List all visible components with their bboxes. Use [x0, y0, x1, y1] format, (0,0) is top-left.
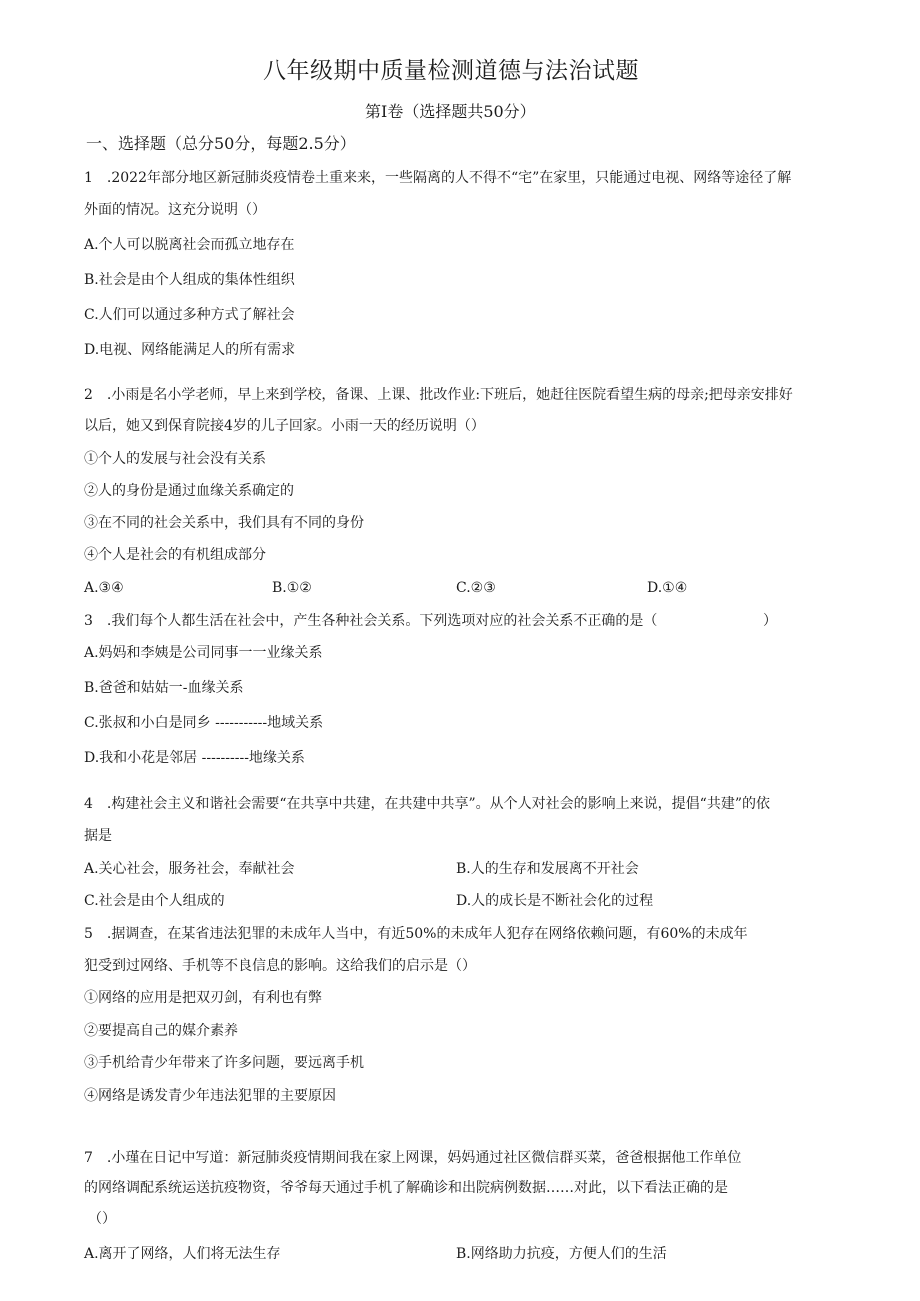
question-7-option-a: A.离开了网络，人们将无法生存 [84, 1246, 281, 1262]
question-2-statement-4: ④个人是社会的有机组成部分 [84, 547, 266, 563]
question-5-statement-4: ④网络是诱发青少年违法犯罪的主要原因 [84, 1088, 336, 1104]
question-3-option-b: B.爸爸和姑姑一-血缘关系 [84, 680, 244, 696]
section-heading: 一、选择题（总分50分，每题2.5分） [86, 134, 356, 153]
question-2-statement-1: ①个人的发展与社会没有关系 [84, 451, 266, 467]
question-1-option-c: C.人们可以通过多种方式了解社会 [84, 307, 295, 323]
question-2-option-a: A.③④ [84, 580, 124, 596]
question-5-stem-line-2: 犯受到过网络、手机等不良信息的影响。这给我们的启示是（） [84, 958, 476, 974]
question-7-stem-line-1: 7 .小瑾在日记中写道：新冠肺炎疫情期间我在家上网课，妈妈通过社区微信群买菜，爸爸根据他工作单位 [84, 1150, 742, 1166]
question-4-option-a: A.关心社会，服务社会，奉献社会 [84, 861, 295, 877]
question-4-stem-line-2: 据是 [84, 828, 112, 844]
question-7-stem-line-2: 的网络调配系统运送抗疫物资，爷爷每天通过手机了解确诊和出院病例数据……对此，以下看法正确的是 [84, 1180, 728, 1196]
question-2-statement-2: ②人的身份是通过血缘关系确定的 [84, 483, 294, 499]
question-7-option-b: B.网络助力抗疫，方便人们的生活 [456, 1246, 667, 1262]
question-7-stem-line-3: （） [88, 1211, 116, 1227]
question-3-option-d: D.我和小花是邻居 ----------地缘关系 [84, 750, 305, 766]
question-2-option-d: D.①④ [647, 580, 688, 596]
question-3-stem-line-1: 3 .我们每个人都生活在社会中，产生各种社会关系。下列选项对应的社会关系不正确的是（ [84, 613, 658, 629]
question-5-stem-line-1: 5 .据调查，在某省违法犯罪的未成年人当中，有近50%的未成年人犯存在网络依赖问题，有60%的未成年 [84, 926, 748, 942]
question-5-statement-2: ②要提高自己的媒介素养 [84, 1023, 238, 1039]
question-4-option-d: D.人的成长是不断社会化的过程 [456, 893, 654, 909]
page-subtitle: 第Ⅰ卷（选择题共50分） [365, 102, 536, 121]
question-4-option-c: C.社会是由个人组成的 [84, 893, 225, 909]
question-4-option-b: B.人的生存和发展离不开社会 [456, 861, 639, 877]
question-2-option-b: B.①② [272, 580, 312, 596]
question-2-stem-line-1: 2 .小雨是名小学老师，早上来到学校，备课、上课、批改作业:下班后，她赶往医院看望生病的母亲;把母亲安排好 [84, 387, 793, 403]
question-1-stem-line-2: 外面的情况。这充分说明（） [84, 202, 266, 218]
question-1-option-a: A.个人可以脱离社会而孤立地存在 [84, 237, 295, 253]
question-4-stem-line-1: 4 .构建社会主义和谐社会需要“在共享中共建，在共建中共享”。从个人对社会的影响上来说，提倡“共建”的依 [84, 796, 770, 812]
question-1-option-b: B.社会是由个人组成的集体性组织 [84, 272, 295, 288]
question-2-stem-line-2: 以后，她又到保育院接4岁的儿子回家。小雨一天的经历说明（） [84, 418, 485, 434]
question-3-option-c: C.张叔和小白是同乡 -----------地域关系 [84, 715, 324, 731]
question-1-stem-line-1: 1 .2022年部分地区新冠肺炎疫情卷土重来来，一些隔离的人不得不“宅”在家里，只能通过电视、网络等途径了解 [84, 170, 792, 186]
page-title: 八年级期中质量检测道德与法治试题 [263, 58, 639, 84]
question-2-option-c: C.②③ [456, 580, 496, 596]
question-5-statement-3: ③手机给青少年带来了许多问题，要远离手机 [84, 1055, 364, 1071]
question-1-option-d: D.电视、网络能满足人的所有需求 [84, 342, 296, 358]
question-5-statement-1: ①网络的应用是把双刃剑，有利也有弊 [84, 990, 322, 1006]
question-3-option-a: A.妈妈和李姨是公司同事一一业缘关系 [84, 645, 323, 661]
question-2-statement-3: ③在不同的社会关系中，我们具有不同的身份 [84, 515, 364, 531]
question-3-stem-close: ） [763, 613, 777, 629]
